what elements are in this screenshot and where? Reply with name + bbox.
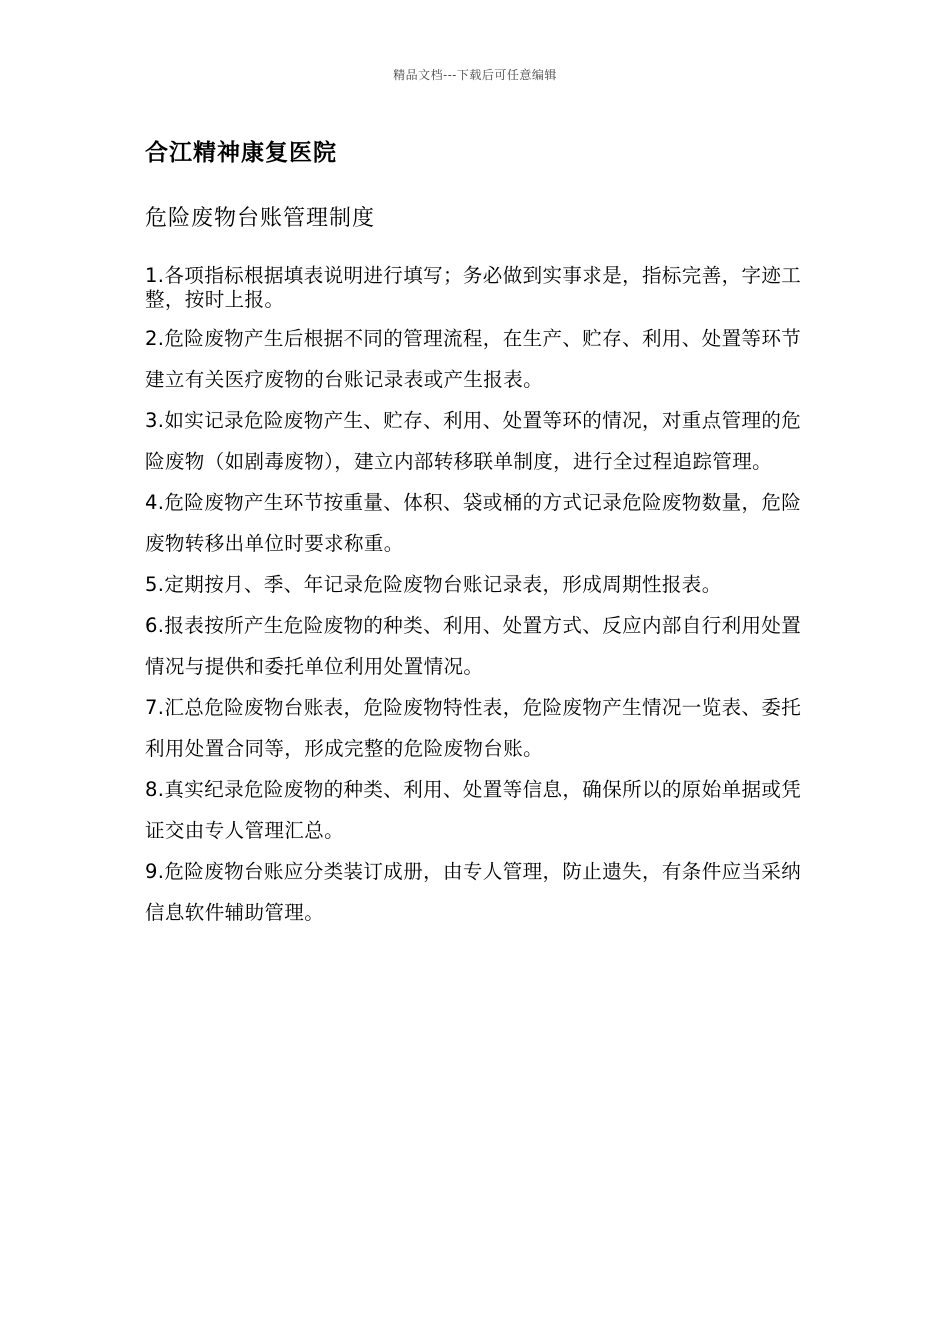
- document-title: 危险废物台账管理制度: [145, 206, 376, 231]
- organization-name: 合江精神康复医院: [145, 140, 337, 166]
- regulation-item-8: 8.真实纪录危险废物的种类、利用、处置等信息，确保所以的原始单据或凭证交由专人管理汇总。: [145, 778, 802, 842]
- regulation-item-6: 6.报表按所产生危险废物的种类、利用、处置方式、反应内部自行利用处置情况与提供和委托单位利用处置情况。: [145, 614, 802, 678]
- regulation-item-3: 3.如实记录危险废物产生、贮存、利用、处置等环的情况，对重点管理的危险废物（如剧毒废物），建立内部转移联单制度，进行全过程追踪管理。: [145, 409, 802, 473]
- regulation-item-4: 4.危险废物产生环节按重量、体积、袋或桶的方式记录危险废物数量，危险废物转移出单位时要求称重。: [145, 491, 802, 555]
- regulation-item-2: 2.危险废物产生后根据不同的管理流程，在生产、贮存、利用、处置等环节建立有关医疗废物的台账记录表或产生报表。: [145, 327, 802, 391]
- regulation-item-9: 9.危险废物台账应分类装订成册，由专人管理，防止遗失，有条件应当采纳信息软件辅助管理。: [145, 860, 802, 924]
- regulation-list: [145, 258, 810, 933]
- regulation-item-1: 1.各项指标根据填表说明进行填写；务必做到实事求是，指标完善，字迹工整，按时上报。: [145, 264, 802, 311]
- regulation-item-7: 7.汇总危险废物台账表，危险废物特性表，危险废物产生情况一览表、委托利用处置合同等，形成完整的危险废物台账。: [145, 696, 802, 760]
- page-header: 精品文档---下载后可任意编辑: [393, 68, 557, 82]
- regulation-item-5: 5.定期按月、季、年记录危险废物台账记录表，形成周期性报表。: [145, 573, 722, 596]
